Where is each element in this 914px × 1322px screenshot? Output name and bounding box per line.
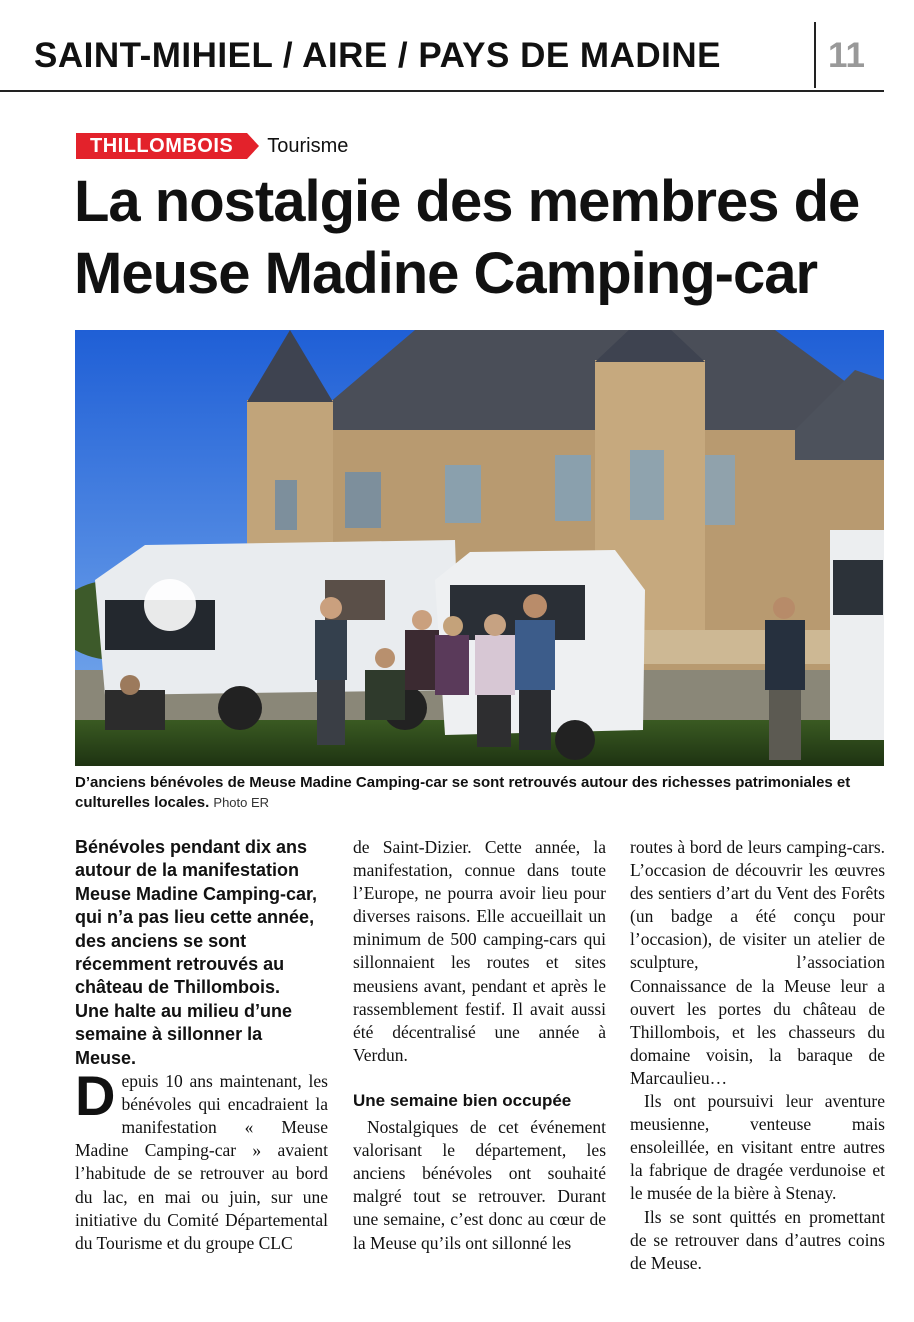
kicker (76, 133, 348, 159)
photo-caption (75, 773, 885, 813)
page-header (0, 0, 884, 92)
location-badge: THILLOMBOIS (76, 133, 247, 159)
paragraph-2-start: Nostalgiques de cet événement valorisant le département, les anciens bénévoles ont souhaité malgré tout se retrouver. Durant une semaine, c’est donc au cœur de la Meuse qu’ils ont sillonné les (353, 1117, 606, 1253)
paragraph-4: Ils se sont quittés en promettant de se retrouver dans d’autres coins de Meuse. (630, 1206, 885, 1273)
rubric-label: Tourisme (267, 134, 349, 157)
header-divider (814, 22, 816, 88)
headline-line-2: Meuse Madine Camping-car (74, 241, 818, 306)
standfirst-part-2: Une halte au milieu d’une semaine à sillonner la Meuse. (75, 1000, 293, 1068)
paragraph-2-continued: routes à bord de leurs camping-cars. L’occasion de découvrir les œuvres des sentiers d’art du Vent des Forêts (un badge a été conçu pour l’occasion), de visiter un atelier de sculpture, l’association Connaissance de la Meuse leur a ouvert les portes du château de Thillombois, et les chasseurs du domaine voisin, la baraque de Marcaulieu… (630, 837, 885, 1088)
standfirst (75, 836, 328, 1070)
headline-line-1: La nostalgie des membres de (74, 169, 860, 234)
article-photo (75, 330, 884, 766)
caption-text: D’anciens bénévoles de Meuse Madine Camping-car se sont retrouvés autour des richesses patrimoniales et culturelles locales. (75, 774, 851, 811)
photo-credit: Photo ER (213, 795, 270, 810)
article-column-3 (630, 836, 885, 1275)
paragraph-1-continued: de Saint-Dizier. Cette année, la manifestation, connue dans toute l’Europe, ne pourra avoir lieu pour diverses raisons. Elle accueillait un minimum de 500 camping-cars qui sillonnaient les routes et sites meusiens avant, pendant et après le rassemblement festif. Il avait aussi été décentralisé une année à Verdun. (353, 837, 606, 1065)
standfirst-part-1: Bénévoles pendant dix ans autour de la manifestation Meuse Madine Camping-car, qui n’a pas lieu cette année, des anciens se sont récemment retrouvés au château de Thillombois. (75, 837, 318, 998)
article-column-1 (75, 836, 328, 1255)
paragraph-1-text: epuis 10 ans maintenant, les bénévoles qui encadraient la manifestation « Meuse Madine Camping-car » avaient l’habitude de se retrouver au bord du lac, en mai ou juin, sur une initiative du Comité Départemental du Tourisme et du groupe CLC (75, 1071, 328, 1253)
article-column-2 (353, 836, 606, 1255)
headline (74, 166, 894, 310)
page-number: 11 (828, 36, 865, 75)
section-title: SAINT-MIHIEL / AIRE / PAYS DE MADINE (34, 36, 721, 75)
paragraph-3: Ils ont poursuivi leur aventure meusienne, venteuse mais ensoleillée, en visitant entre autres la fabrique de dragée verdunoise et le musée de la bière à Stenay. (630, 1091, 885, 1204)
drop-cap: D (75, 1064, 116, 1128)
paragraph-1-start (75, 1064, 328, 1255)
intertitle: Une semaine bien occupée (353, 1090, 572, 1110)
